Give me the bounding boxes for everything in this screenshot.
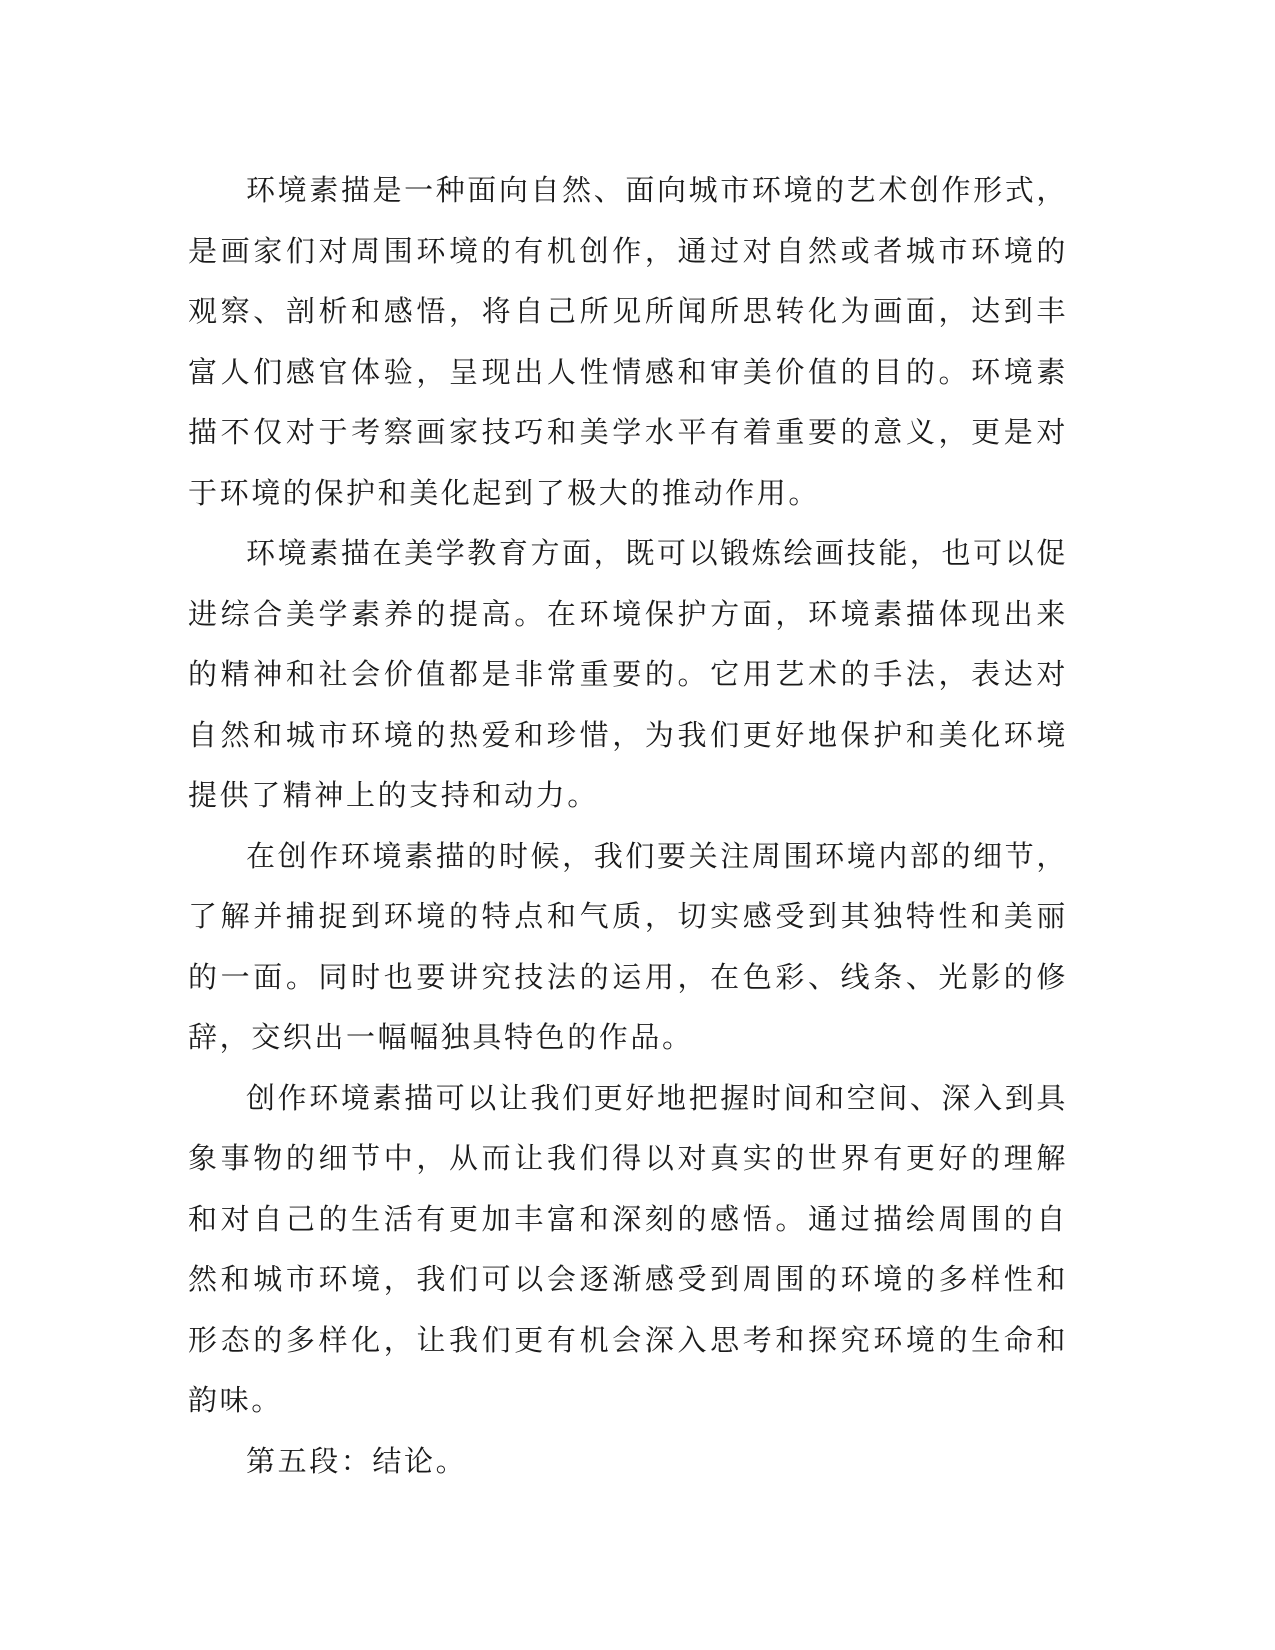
document-body xyxy=(188,160,1068,1491)
paragraph-1: 环境素描是一种面向自然、面向城市环境的艺术创作形式，是画家们对周围环境的有机创作，通过对自然或者城市环境的观察、剖析和感悟，将自己所见所闻所思转化为画面，达到丰富人们感官体验，呈现出人性情感和审美价值的目的。环境素描不仅对于考察画家技巧和美学水平有着重要的意义，更是对于环境的保护和美化起到了极大的推动作用。 xyxy=(188,173,1068,510)
paragraph-5-heading: 第五段：结论。 xyxy=(246,1443,468,1478)
paragraph-2: 环境素描在美学教育方面，既可以锻炼绘画技能，也可以促进综合美学素养的提高。在环境保护方面，环境素描体现出来的精神和社会价值都是非常重要的。它用艺术的手法，表达对自然和城市环境的热爱和珍惜，为我们更好地保护和美化环境提供了精神上的支持和动力。 xyxy=(188,536,1068,812)
paragraph-4: 创作环境素描可以让我们更好地把握时间和空间、深入到具象事物的细节中，从而让我们得以对真实的世界有更好的理解和对自己的生活有更加丰富和深刻的感悟。通过描绘周围的自然和城市环境，我们可以会逐渐感受到周围的环境的多样性和形态的多样化，让我们更有机会深入思考和探究环境的生命和韵味。 xyxy=(188,1080,1068,1417)
paragraph-3: 在创作环境素描的时候，我们要关注周围环境内部的细节，了解并捕捉到环境的特点和气质，切实感受到其独特性和美丽的一面。同时也要讲究技法的运用，在色彩、线条、光影的修辞，交织出一幅幅独具特色的作品。 xyxy=(188,838,1068,1054)
